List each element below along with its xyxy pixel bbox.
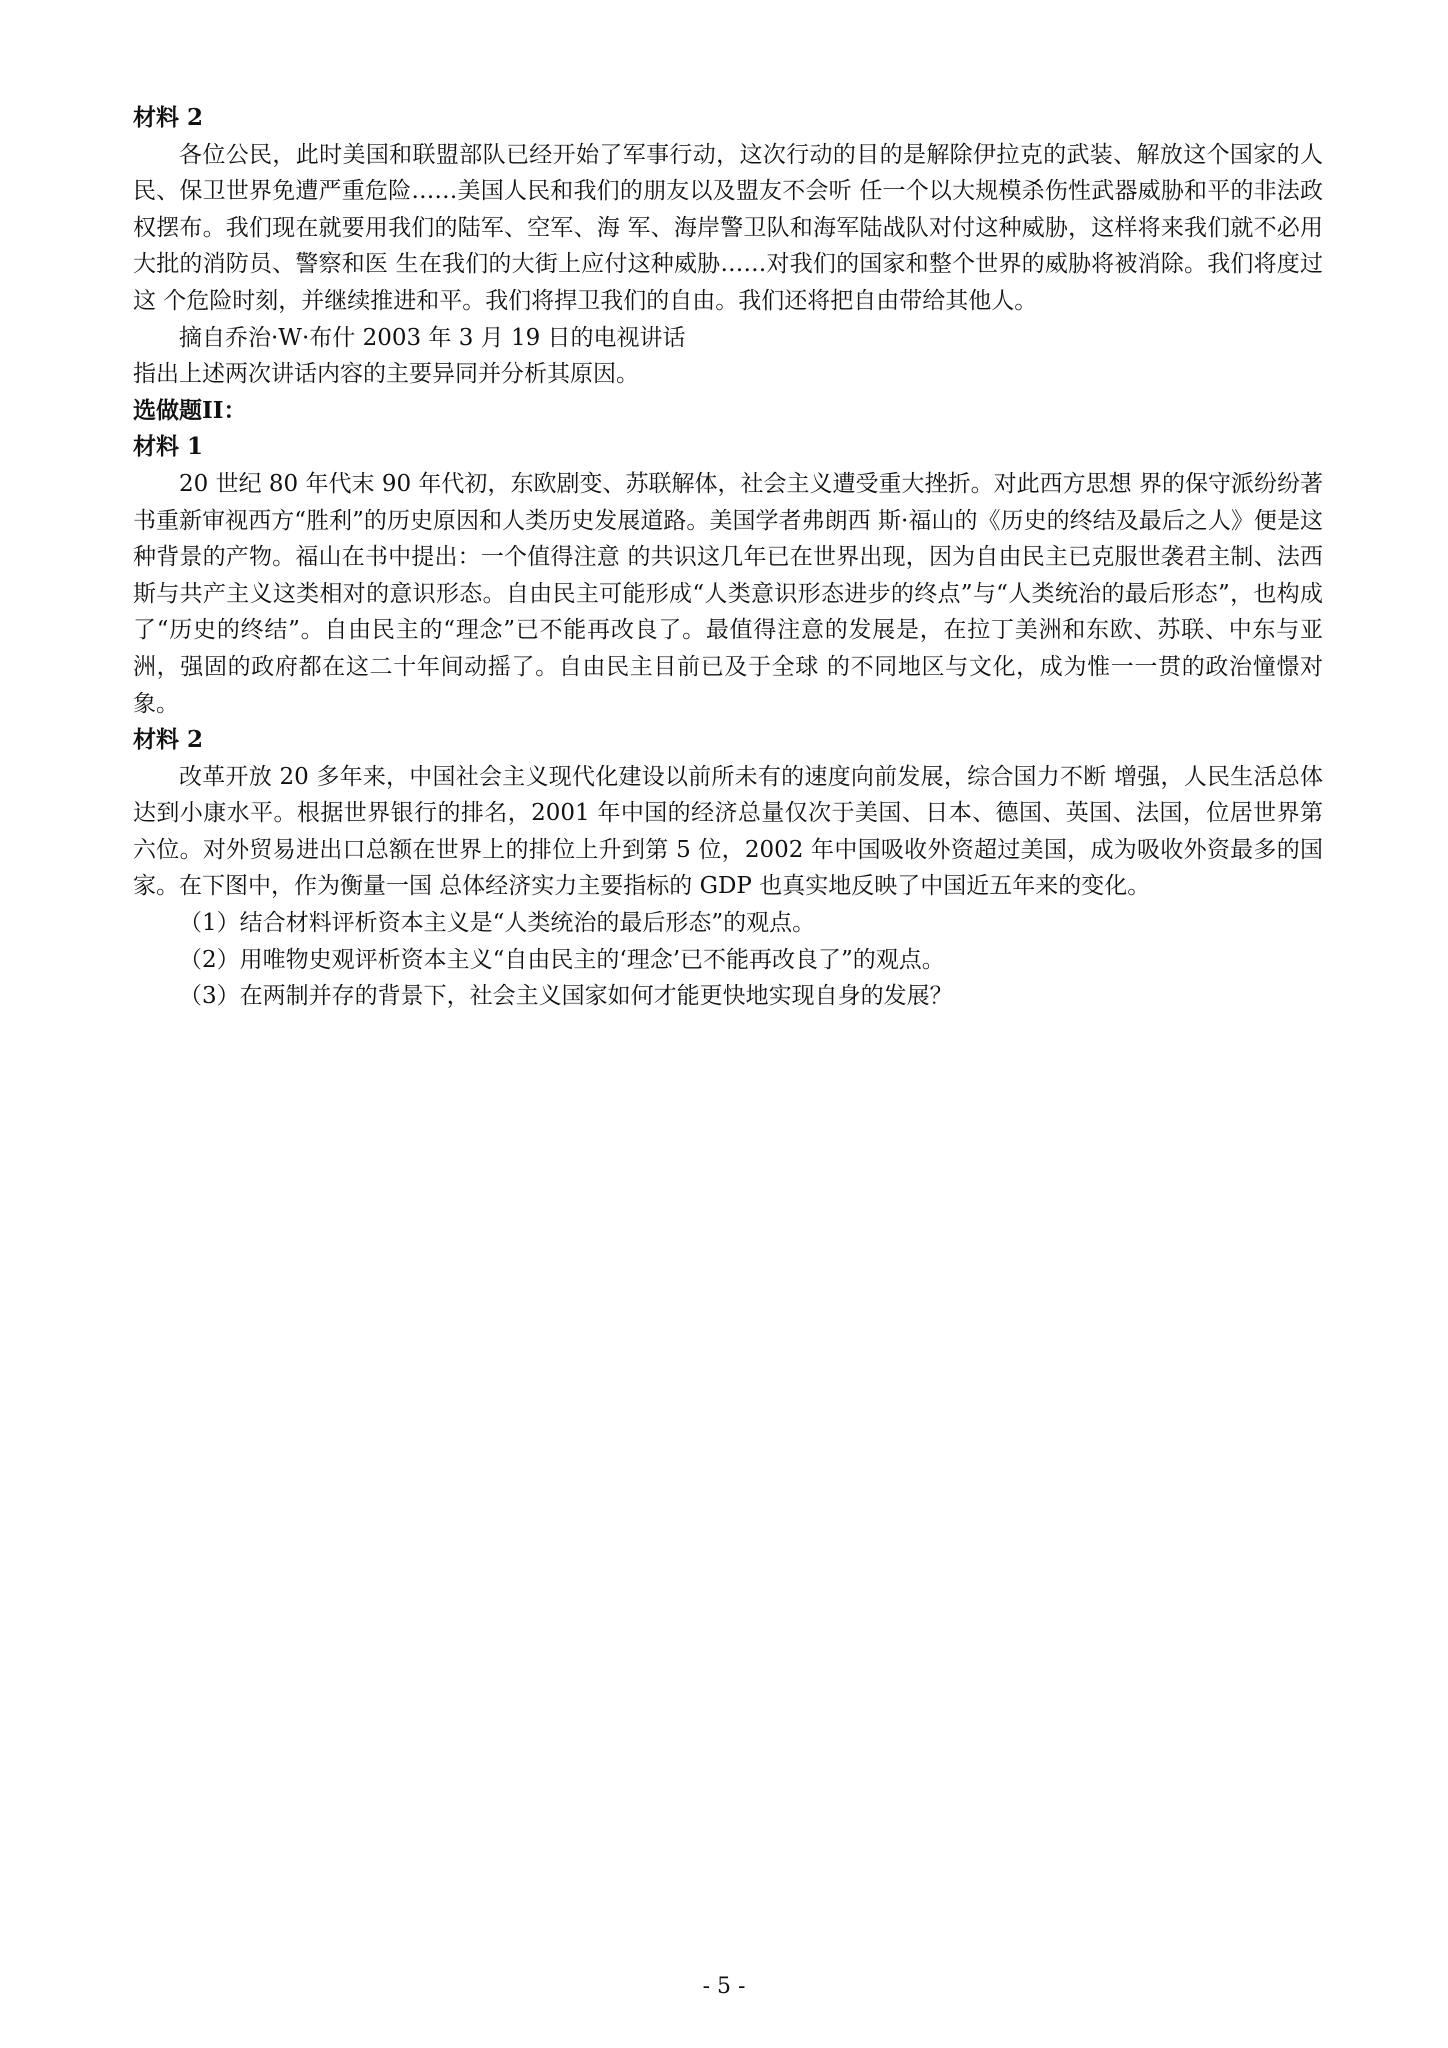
optional-material-1-heading: 材料 1 (133, 433, 204, 461)
fukuyama-paragraph: 20 世纪 80 年代末 90 年代初，东欧剧变、苏联解体，社会主义遭受重大挫折。对此西方思想 界的保守派纷纷著书重新审视西方“胜利”的历史原因和人类历史发展道路。美国学者弗朗西 斯·福山的《历史的终结及最后之人》便是这种背景的产物。福山在书中提出：一个值得注意 的共识这几年已在世界出现，因为自由民主已克服世袭君主制、法西斯与共产主义这类相对的意识形态。自由民主可能形成“人类意识形态进步的终点”与“人类统治的最后形态”，也构成了“历史的终结”。自由民主的“理念”已不能再改良了。最值得注意的发展是，在拉丁美洲和东欧、苏联、中东与亚洲，强固的政府都在这二十年间动摇了。自由民主目前已及于全球 的不同地区与文化，成为惟一一贯的政治憧憬对象。 (133, 470, 1323, 717)
page-number: - 5 - (702, 1974, 746, 1999)
optional-question-heading: 选做题II： (133, 396, 247, 424)
question-3: （3）在两制并存的背景下，社会主义国家如何才能更快地实现自身的发展？ (179, 983, 953, 1010)
question-1: （1）结合材料评析资本主义是“人类统治的最后形态”的观点。 (179, 910, 816, 937)
question-2: （2）用唯物史观评析资本主义“自由民主的‘理念’已不能再改良了”的观点。 (179, 946, 945, 973)
speech-source: 摘自乔治·W·布什 2003 年 3 月 19 日的电视讲话 (179, 324, 686, 351)
china-reform-paragraph: 改革开放 20 多年来，中国社会主义现代化建设以前所未有的速度向前发展，综合国力不断 增强，人民生活总体达到小康水平。根据世界银行的排名，2001 年中国的经济总量仅次于美国、日本、德国、英国、法国，位居世界第六位。对外贸易进出口总额在世界上的排位上升到第 5 位，2002 年中国吸收外资超过美国，成为吸收外资最多的国家。在下图中，作为衡量一国 总体经济实力主要指标的 GDP 也真实地反映了中国近五年来的变化。 (133, 763, 1323, 900)
document-page (133, 100, 1323, 1015)
bush-speech-paragraph: 各位公民，此时美国和联盟部队已经开始了军事行动，这次行动的目的是解除伊拉克的武装、解放这个国家的人民、保卫世界免遭严重危险……美国人民和我们的朋友以及盟友不会听 任一个以大规模杀伤性武器威胁和平的非法政权摆布。我们现在就要用我们的陆军、空军、海 军、海岸警卫队和海军陆战队对付这种威胁，这样将来我们就不必用大批的消防员、警察和医 生在我们的大街上应付这种威胁……对我们的国家和整个世界的威胁将被消除。我们将度过这 个危险时刻，并继续推进和平。我们将捍卫我们的自由。我们还将把自由带给其他人。 (133, 141, 1323, 314)
comparison-question: 指出上述两次讲话内容的主要异同并分析其原因。 (133, 361, 639, 388)
material-2-heading: 材料 2 (133, 104, 204, 131)
optional-material-2-heading: 材料 2 (133, 726, 204, 754)
